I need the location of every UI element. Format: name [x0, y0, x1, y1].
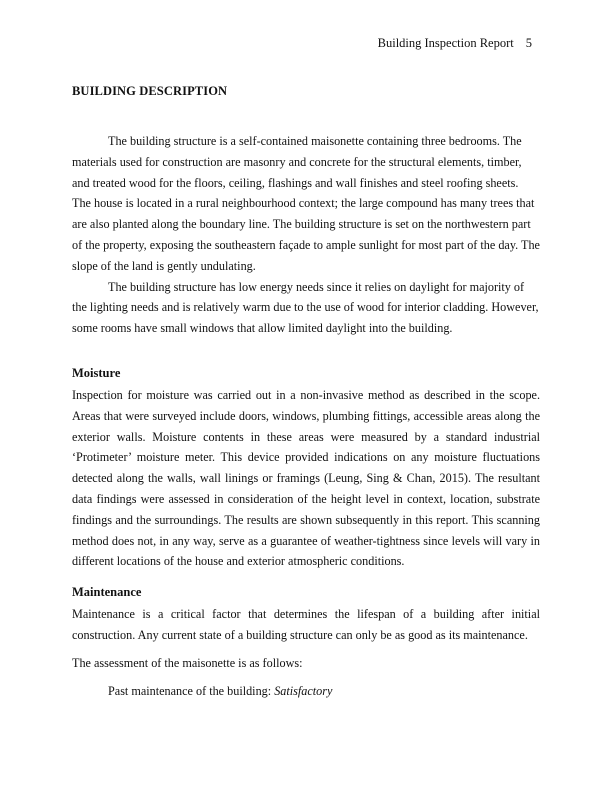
maintenance-heading: Maintenance	[72, 585, 142, 599]
moisture-paragraph: Inspection for moisture was carried out in a non-invasive method as described in the scope. Areas that were surveyed include doors, windows, plumbing fittings, accessible areas along the exterior walls. Moisture contents in these areas were measured by a standard industrial ‘Protimeter’ moisture meter. This device provided indications on any moisture fluctuations detected along the walls, wall linings or framings (Leung, Sing & Chan, 2015). The resultant data findings were assessed in consideration of the height level in context, location, substrate findings and the surroundings. The results are shown subsequently in this report. This scanning method does not, in any way, serve as a guarantee of weather-tightness since levels will vary in different locations of the house and exterior atmospheric conditions.	[72, 388, 540, 569]
page-number: 5	[525, 36, 532, 50]
intro-paragraph-1: The building structure is a self-contained maisonette containing three bedrooms. The materials used for construction are masonry and concrete for the structural elements, timber, and treated wood for the floors, ceiling, flashings and wall finishes and steel roofing sheets. The house is located in a rural neighbourhood context; the large compound has many trees that are also planted along the boundary line. The building structure is set on the northwestern part of the property, exposing the southeastern façade to ample sunlight for most part of the day. The slope of the land is gently undulating.	[72, 134, 540, 273]
section-heading: BUILDING DESCRIPTION	[72, 84, 228, 98]
intro-paragraph-2: The building structure has low energy needs since it relies on daylight for majority of the lighting needs and is relatively warm due to the use of wood for interior cladding. However, some rooms have small windows that allow limited daylight into the building.	[72, 279, 539, 336]
intro-section	[72, 131, 540, 339]
assessment-intro: The assessment of the maisonette is as follows:	[72, 656, 303, 670]
past-maintenance-value: Satisfactory	[274, 684, 333, 698]
running-header	[378, 36, 532, 51]
moisture-heading: Moisture	[72, 366, 121, 380]
past-maintenance-line	[108, 684, 332, 699]
maintenance-paragraph: Maintenance is a critical factor that determines the lifespan of a building after initial construction. Any current state of a building structure can only be as good as its maintenance.	[72, 607, 540, 642]
header-title: Building Inspection Report	[377, 36, 514, 50]
past-maintenance-label: Past maintenance of the building:	[108, 684, 275, 698]
